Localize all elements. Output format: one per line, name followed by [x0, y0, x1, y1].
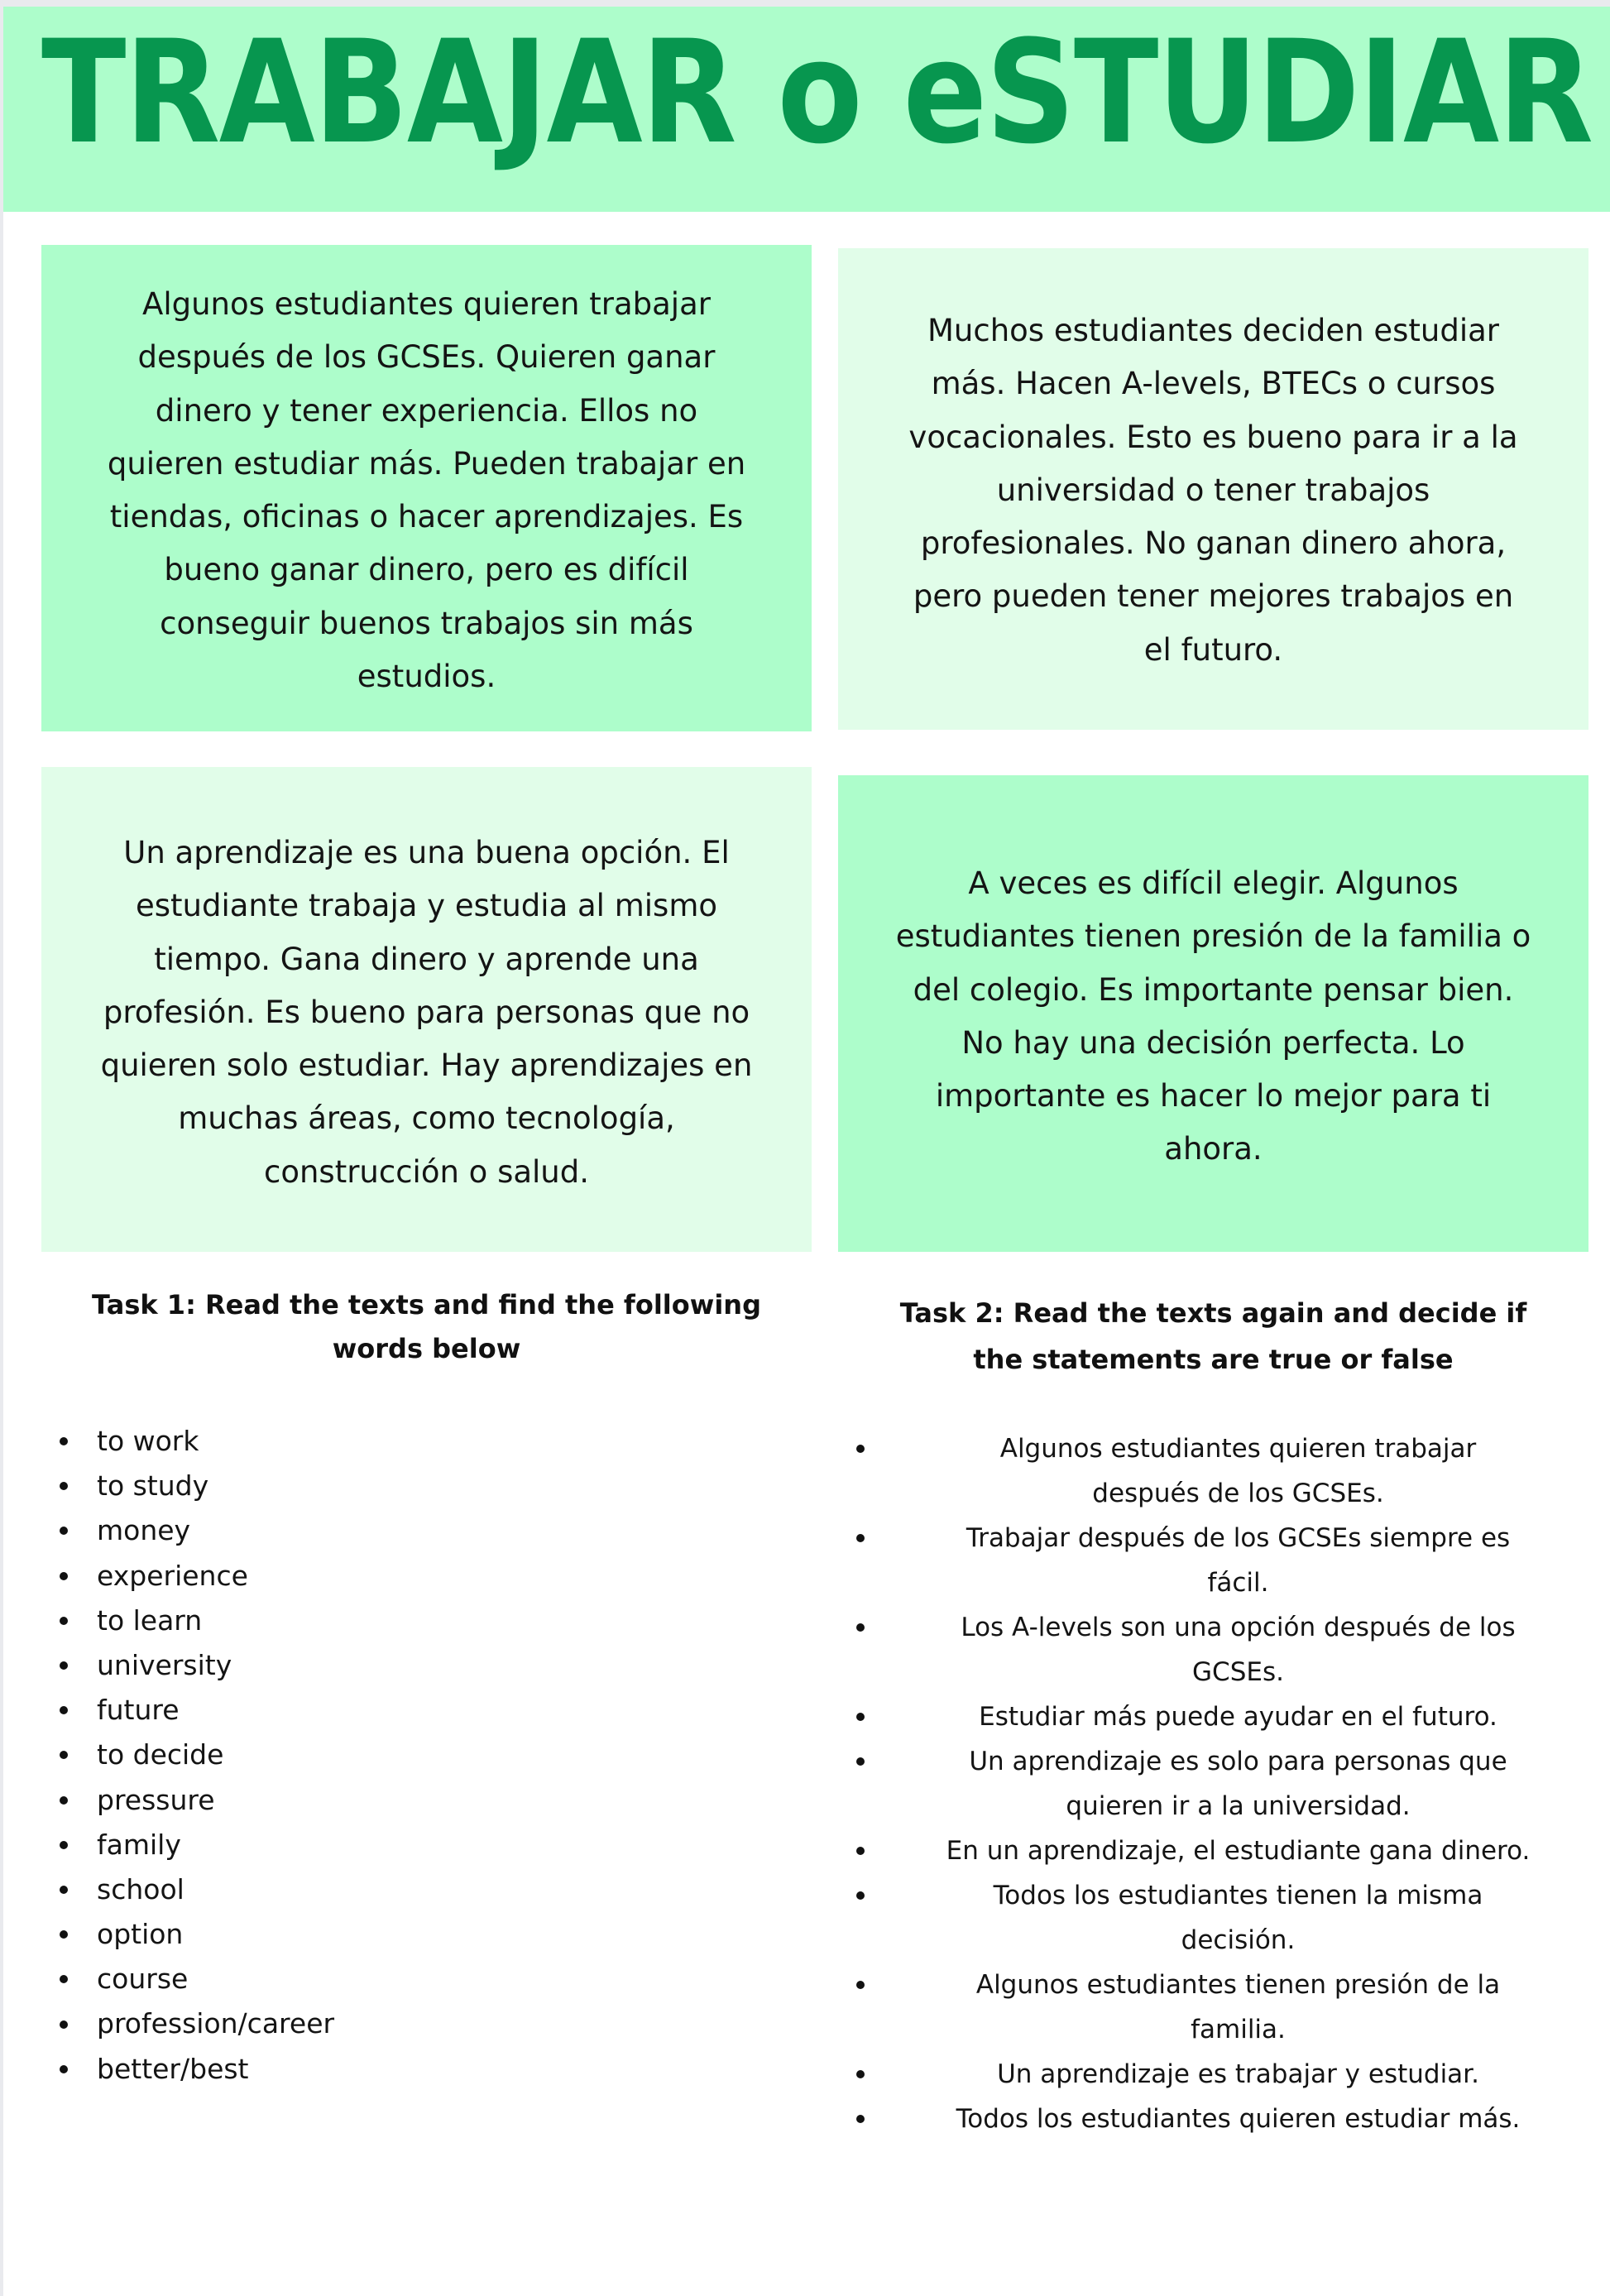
bullet-icon [60, 1527, 68, 1535]
statement-line: Los A-levels son una opción después de los [961, 1613, 1516, 1642]
heading-line: the statements are true or false [973, 1344, 1454, 1375]
text-box-work [41, 245, 812, 731]
vocabulary-word: pressure [97, 1783, 215, 1816]
statement-line: Un aprendizaje es solo para personas que [969, 1747, 1507, 1776]
bullet-icon [856, 1713, 865, 1721]
vocabulary-word: to study [97, 1469, 209, 1503]
statement-line: decisión. [1181, 1925, 1296, 1955]
paragraph-line: bueno ganar dinero, pero es difícil [164, 552, 689, 588]
vocabulary-item [41, 1508, 786, 1553]
paragraph-line: estudiante trabaja y estudia al mismo [135, 888, 718, 924]
vocabulary-word: to decide [97, 1738, 224, 1771]
statement-item [838, 1426, 1588, 1516]
statement-line: En un aprendizaje, el estudiante gana dinero. [946, 1836, 1531, 1866]
statement-line: después de los GCSEs. [1092, 1479, 1384, 1508]
statement-line: Estudiar más puede ayudar en el futuro. [979, 1702, 1497, 1732]
vocabulary-item [41, 1733, 786, 1777]
bullet-icon [60, 1617, 68, 1625]
vocabulary-word: family [97, 1828, 181, 1861]
bullet-icon [856, 2070, 865, 2078]
text-box-paragraph [41, 827, 812, 1199]
vocabulary-item [41, 2001, 786, 2046]
statement-item [838, 1829, 1588, 1873]
vocabulary-word: to work [97, 1425, 199, 1457]
paragraph-line: tiempo. Gana dinero y aprende una [154, 941, 699, 977]
statement-item [838, 1516, 1588, 1605]
paragraph-line: profesión. Es bueno para personas que no [103, 994, 750, 1030]
vocabulary-word: course [97, 1963, 189, 1996]
paragraph-line: estudios. [357, 659, 496, 695]
vocabulary-item [41, 1419, 786, 1464]
statements-list [838, 1426, 1588, 2141]
heading-line: words below [332, 1333, 521, 1364]
paragraph-line: conseguir buenos trabajos sin más [160, 605, 693, 641]
statement-line: GCSEs. [1192, 1657, 1284, 1687]
statement-item [838, 1963, 1588, 2052]
title-banner [3, 7, 1610, 212]
bullet-icon [60, 1930, 68, 1939]
paragraph-line: ahora. [1164, 1131, 1263, 1167]
paragraph-line: Muchos estudiantes deciden estudiar [927, 313, 1500, 348]
statement-line: Todos los estudiantes quieren estudiar más. [956, 2104, 1521, 2134]
bullet-icon [60, 1975, 68, 1983]
statement-item [838, 1739, 1588, 1829]
vocabulary-item [41, 2047, 786, 2092]
statement-line: Algunos estudiantes quieren trabajar [999, 1434, 1477, 1464]
statement-line: Algunos estudiantes tienen presión de la [975, 1970, 1501, 2000]
bullet-icon [60, 1706, 68, 1714]
vocabulary-item [41, 1957, 786, 2001]
text-box-apprenticeship [41, 767, 812, 1252]
bullet-icon [856, 2115, 865, 2123]
paragraph-line: pero pueden tener mejores trabajos en [913, 578, 1514, 615]
task1-heading [41, 1283, 812, 1371]
bullet-icon [856, 1847, 865, 1855]
bullet-icon [60, 2065, 68, 2073]
vocabulary-item [41, 1912, 786, 1957]
statement-line: Un aprendizaje es trabajar y estudiar. [997, 2059, 1479, 2089]
paragraph-line: quieren solo estudiar. Hay aprendizajes en [100, 1047, 753, 1084]
bullet-icon [856, 1534, 865, 1542]
bullet-icon [856, 1891, 865, 1900]
vocabulary-item [41, 1464, 786, 1508]
vocabulary-item [41, 1823, 786, 1867]
statement-line: Trabajar después de los GCSEs siempre es [966, 1523, 1511, 1553]
bullet-icon [60, 1437, 68, 1445]
paragraph-line: A veces es difícil elegir. Algunos [968, 865, 1459, 901]
paragraph-line: construcción o salud. [263, 1153, 590, 1190]
paragraph-line: quieren estudiar más. Pueden trabajar en [107, 445, 746, 482]
text-box-paragraph [838, 304, 1588, 677]
statement-item [838, 1605, 1588, 1694]
bullet-icon [60, 1796, 68, 1805]
paragraph-line: muchas áreas, como tecnología, [178, 1100, 675, 1137]
vocabulary-item [41, 1867, 786, 1912]
vocabulary-item [41, 1643, 786, 1688]
paragraph-line: Un aprendizaje es una buena opción. El [123, 835, 730, 870]
bullet-icon [856, 1981, 865, 1989]
paragraph-line: después de los GCSEs. Quieren ganar [137, 339, 716, 376]
vocabulary-word: university [97, 1648, 232, 1681]
vocabulary-item [41, 1554, 786, 1599]
vocabulary-word: experience [97, 1559, 248, 1592]
bullet-icon [60, 2020, 68, 2029]
statement-item [838, 1873, 1588, 1963]
vocabulary-word: option [97, 1918, 184, 1951]
vocabulary-word: to learn [97, 1603, 203, 1637]
text-box-paragraph [41, 278, 812, 703]
bullet-icon [60, 1661, 68, 1670]
heading-line: Task 1: Read the texts and find the following [92, 1289, 761, 1321]
paragraph-line: el futuro. [1143, 631, 1283, 668]
paragraph-line: Algunos estudiantes quieren trabajar [142, 286, 711, 322]
heading-line: Task 2: Read the texts again and decide if [899, 1297, 1527, 1329]
vocabulary-word: school [97, 1872, 184, 1905]
bullet-icon [856, 1757, 865, 1766]
paragraph-line: profesionales. No ganan dinero ahora, [920, 525, 1507, 562]
statement-item [838, 2097, 1588, 2141]
bullet-icon [60, 1751, 68, 1759]
text-box-paragraph [838, 857, 1588, 1177]
paragraph-line: estudiantes tienen presión de la familia o [895, 918, 1531, 955]
vocabulary-word: better/best [97, 2052, 249, 2085]
bullet-icon [60, 1482, 68, 1490]
paragraph-line: más. Hacen A-levels, BTECs o cursos [931, 366, 1496, 402]
statement-line: quieren ir a la universidad. [1066, 1791, 1411, 1821]
statement-item [838, 2052, 1588, 2097]
vocabulary-word: money [97, 1514, 191, 1547]
left-border [0, 0, 3, 2296]
text-box-deciding [838, 775, 1588, 1252]
paragraph-line: importante es hacer lo mejor para ti [935, 1078, 1492, 1114]
paragraph-line: universidad o tener trabajos [996, 472, 1430, 508]
bullet-icon [60, 1841, 68, 1849]
statement-line: familia. [1191, 2015, 1286, 2044]
top-border [0, 0, 1610, 7]
bullet-icon [856, 1445, 865, 1453]
page-title: TRABAJAR o eSTUDIAR [41, 9, 1593, 175]
paragraph-line: dinero y tener experiencia. Ellos no [155, 392, 698, 429]
vocabulary-list [41, 1419, 786, 2092]
paragraph-line: tiendas, oficinas o hacer aprendizajes. Es [109, 499, 744, 535]
statement-line: fácil. [1207, 1568, 1269, 1598]
vocabulary-item [41, 1778, 786, 1823]
paragraph-line: No hay una decisión perfecta. Lo [961, 1024, 1465, 1061]
text-box-study [838, 248, 1588, 730]
vocabulary-item [41, 1599, 786, 1643]
task2-heading [838, 1290, 1588, 1383]
bullet-icon [60, 1886, 68, 1894]
paragraph-line: del colegio. Es importante pensar bien. [913, 971, 1514, 1008]
paragraph-line: vocacionales. Esto es bueno para ir a la [908, 419, 1518, 455]
vocabulary-word: profession/career [97, 2007, 335, 2040]
bullet-icon [856, 1623, 865, 1632]
vocabulary-item [41, 1688, 786, 1733]
bullet-icon [60, 1572, 68, 1580]
statement-item [838, 1694, 1588, 1739]
vocabulary-word: future [97, 1694, 180, 1727]
statement-line: Todos los estudiantes tienen la misma [993, 1881, 1483, 1910]
